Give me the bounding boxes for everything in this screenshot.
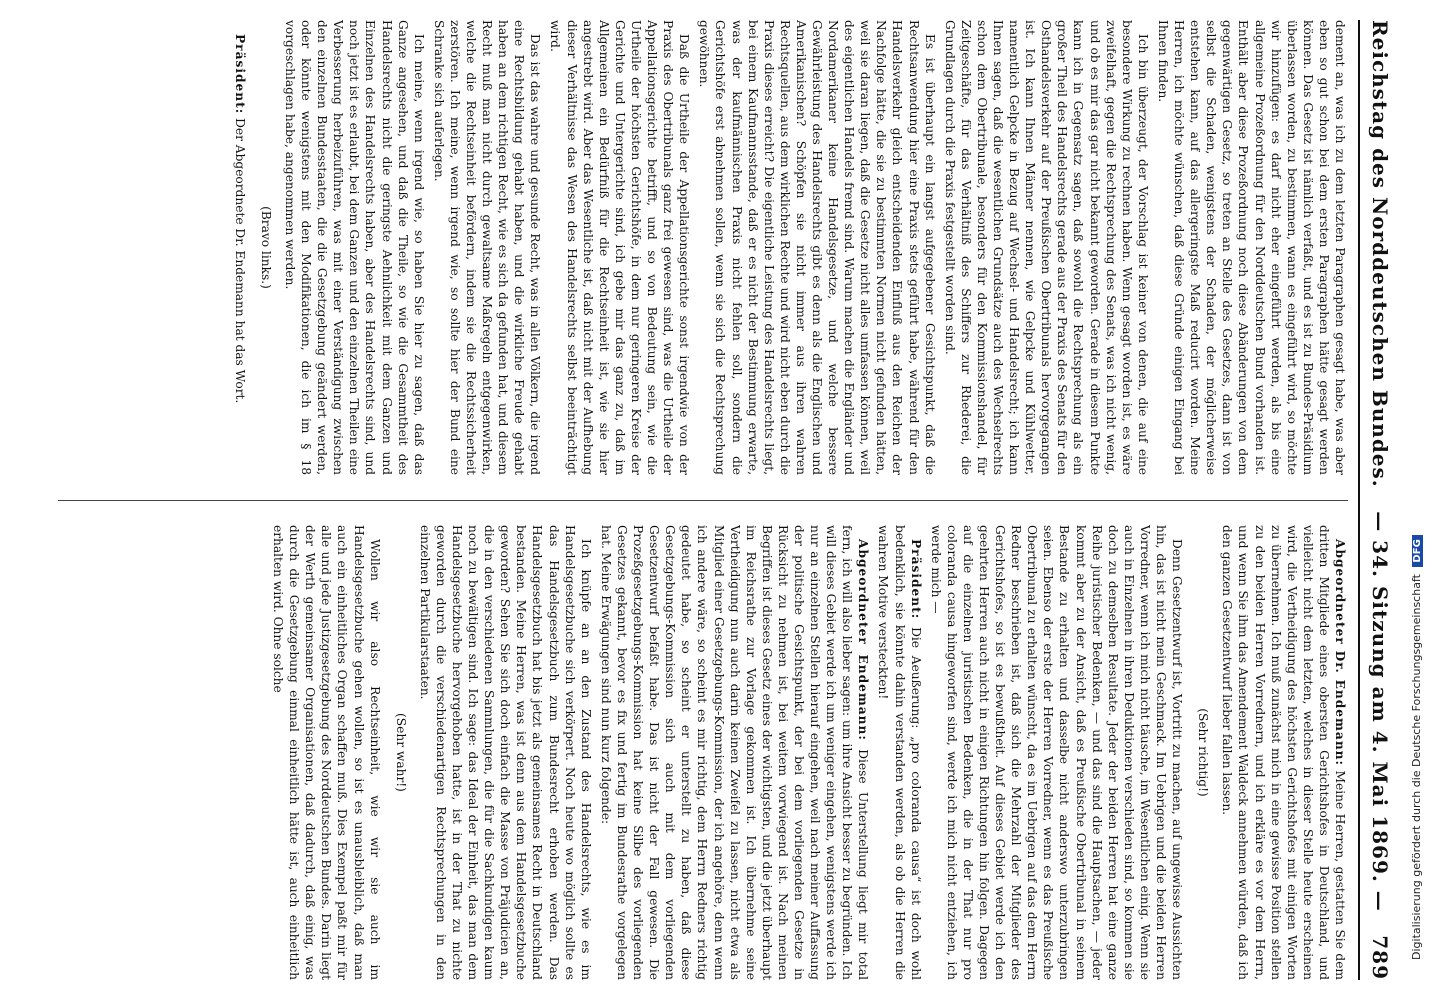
right-column	[48, 525, 1348, 980]
speech-paragraph: Wollen wir also Rechtseinheit, wie wir sie auch im Handelsgesetzbuche gehen wollen, so ist es unausbleiblich, daß man auch ein einheitliches Organ schaffen muß. Dies Exempel paßt mir für alle und jede Justizgesetzgebung des Norddeutschen Bundes. Darin liegt der Werth gemeinsamer Organisationen, daß dadurch, daß einig, was durch die Gesetzgebung einmal einheitlich hätte ist, auch einheitlich erhalten wird. Ohne solche	[271, 525, 382, 980]
page-number: 789	[1368, 935, 1392, 980]
left-paragraph: Es ist überhaupt ein langst aufgegebener Gesichtspunkt, daß die Rechtsanwendung hier eine Praxis stets geführt habe, während für den Handelsverkehr gleich entscheidenden Einfluß aus den Reichen der Nachfolge hätte, die sie zu bestimmten Normen nicht gefunden hätten, weil sie daran liegen, daß die Gesetze nicht alles umfassen können, weil des eigentlichen Handels fremd sind. Warum machen die Engländer und Nordamerikaner keine Handelsgesetze, und welche bessere Gewährleistung des Handelsrechts gibt es denn als die Englischen und Amerikanischen? Schöpfen sie nicht immer aus ihren wahren Rechtsquellen, aus dem wirklichen Rechte und wird nicht eben durch die Praxis dieses erreicht? Die eigentliche Leistung des Handelsrechts liegt, bei einem Kaufmannsstande, daß er es nicht der Bestimmung erwarte, was der kaufmännischen Praxis nicht fehlen soll, sondern die Gerichtshöfe erst abnehmen sollen, wenn sie sich die Rechtsprechung gewöhnen.	[697, 20, 937, 475]
speech-paragraph	[598, 525, 872, 980]
reaction-note: (Sehr richtig!)	[1196, 708, 1211, 797]
left-paragraph: Daß die Urtheile der Appellationsgerichte sonst irgendwie von der Praxis des Obertribunals ganz frei gewesen sind, was die Urtheile der Appellationsgerichte betrifft, und so von Bedeutung sein, wie die Urtheile der höchsten Gerichtshöfe, in dem nur geringeren Kreise der Gerichte und Untergerichte sind, ich gebe mir das ganz zu, daß im Allgemeinen ein Bedürfniß für die Rechtseinheit ist, wie sie hier angestrebt wird. Aber das Wesentliche ist, daß nicht mit der Aufhebung dieser Verhältnisse das Wesen des Handelsrechts selbst beeinträchtigt wird.	[548, 20, 692, 475]
speech-text: Die Aeußerung: „pro coloranda causa“ ist doch wohl bedenklich, sie könnte dahin verstanden werden, als ob die Herren die wahren Motive versteckten!	[876, 525, 923, 980]
page-header	[1358, 20, 1400, 980]
header-left-title: Reichstag des Norddeutschen Bundes.	[1368, 20, 1392, 488]
speech-paragraph: Ich knüpfe an an den Zustand des Handelsrechts, wie es im Handelsgesetzbuche sich verkörpert. Noch heute wo möglich sollte es das Handelsgesetzbuch zum Bundesrecht erhoben werden. Das Handelsgesetzbuch hat bis jetzt als gemeinsames Recht in Deutschland bestanden. Meine Herren, was ist denn aus dem Handelsgesetzbuche geworden? Sehen Sie sich doch einfach die Masse von Präjudicien an, die in den verschiedenen Sammlungen, die für die Sachkundigen kaum noch zu bewältigen sind. Ich sage: das Ideal der Einheit, das man dem Handelsgesetzbuche hervorgehoben hatte, ist in der That zu nichte geworden durch die verschiedenartigen Rechtsprechungen in den einzelnen Partikularstaaten.	[417, 525, 593, 980]
left-paragraph: Ich bin überzeugt, der Vorschlag ist keiner von denen, die auf eine besondere Wirkung zu rechnen haben. Wenn gesagt worden ist, es wäre zweifelhaft, gegen die Rechtsprechung des Senats, was ich nicht wenig, und ob es mir das gar nicht bekannt geworden. Gerade in diesem Punkte kann ich in Gegensatz sagen, daß sowohl die Rechtsprechung als ein großer Theil des Handelsrechts gerade aus der Praxis des Senats für den Osthandelsverkehr auf der Preußischen Obertribunals hervorgegangen ist. Ich kann Ihnen Männer nennen, wie Gelpcke und Kühlwetter, namentlich Gelpcke in Bezug auf Wechsel- und Handelsrecht; ich kann Ihnen sagen, daß die wesentlichen Grundsätze auch des Wechselrechts schon dem Obertribunale, besonders für den Kommissionshandel, für Zeitgeschäfte, für das Verhältniß des Schiffers zur Rhederei, die Grundlagen durch die Praxis festgestellt worden sind.	[942, 20, 1150, 475]
speech-text: Meine Herren, gestatten Sie dem dritten Mitgliede eines obersten Gerichtshofes in Deutschland, und vielleicht nicht dem letzten, welches in dieser Stelle heute erscheinen wird, die Vertheidigung des höchsten Gerichtshofes mit einigen Worten zu übernehmen. Ich muß zunächst mich in eine gewisse Position stellen zu den beiden Herren Vorrednern, und ich erkläre es vor dem Herrn, und wenn Sie ihm das Amendement Waldeck annehmen würden, daß ich den ganzen Gesetzentwurf lieber fallen lassen.	[1220, 525, 1347, 980]
speaker-name: Abgeordneter Endemann:	[856, 539, 871, 741]
speaker-name: Abgeordneter Dr. Endemann:	[1333, 539, 1347, 767]
speech-text: Der Abgeordnete Dr. Endemann hat das Wort.	[232, 118, 247, 404]
column-divider	[58, 500, 1348, 501]
speaker-name: Präsident:	[232, 34, 247, 115]
applause-note: (Bravo links.)	[258, 206, 273, 289]
speech-paragraph	[875, 525, 923, 980]
speech-text: Diese Unterstellung liegt mir total fern, ich will also lieber sagen: um ihre Ansicht besser zu begründen. Ich will dieses Gebiet werde ich um weniger eingehen, wenigstens werde ich nur an einzelnen Stellen hierauf eingehen, weil nach meiner Auffassung der politische Gesichtspunkt, der bei dem vorliegenden Gesetze in Rücksicht zu nehmen ist, bei weitem vorwiegend ist. Nach meinen Begriffen ist dieses Gesetz eines der wichtigsten, und die jetzt überhaupt im Reichsrathe zur Vorlage gekommen ist. Ich übernehme seine Vertheidigung nun auch darin keinen Zweifel zu lassen, nicht etwa als Mitglied einer Gesetzgebungs-Kommission, der ich angehöre, denn wenn ich andere wäre, so scheint es mir richtig, dem Herrn Redners richtig gedeutet habe, so scheint er unterstellt zu haben, daß diese Gesetzgebungs-Kommission sich auch mit dem vorliegenden Gesetzentwurf befaßt habe. Das ist nicht der Fall gewesen. Die Prozeßgesetzgebungs-Kommission hat keine Silbe des vorliegenden Gesetzes gekannt, bevor es fix und fertig im Bundesrathe vorgelegen hat. Meine Erwägungen sind nun kurz folgende:	[598, 525, 871, 980]
left-paragraph: dement an, was ich zu dem letzten Paragraphen gesagt habe, was aber eben so gut schon bei dem ersten Paragraphen hätte gesagt werden können. Das Gesetz ist nämlich verfaßt, und es ist zu Bundes-Präsidium überlassen worden, zu bestimmen, wann es eingeführt wird, so möchte wir hinzufügen: es darf nicht eher eingeführt werden, als bis eine allgemeine Prozeßordnung für den Norddeutschen Bund vorhanden ist. Enthält aber diese Prozeßordnung noch diese Abänderungen von dem gegenwärtigen Gesetz, so treten an Stelle des Gesetzes, dann ist von selbst die Schaden, wenigstens der Schaden, der möglicherweise entstehen kann, auf das allergeringste Maß reducirt worden. Meine Herren, ich möchte wünschen, daß diese Gründe einigen Eingang bei Ihnen finden.	[1155, 20, 1347, 475]
speaker-name: Präsident:	[908, 539, 923, 620]
reaction-note: (Sehr wahr!)	[393, 713, 408, 792]
dfg-logo: DFG	[1412, 535, 1423, 566]
rotated-scan-page	[40, 20, 1400, 980]
speech-paragraph	[1219, 525, 1348, 980]
header-session-title: — 34. Sitzung am 4. Mai 1869. —	[1368, 511, 1392, 912]
closing-paragraph	[232, 20, 248, 475]
left-paragraph: Ich meine, wenn irgend wie, so haben Sie hier zu sagen, daß das Ganze angesehen, und daß die Theile, so wie die Gesammtheit des Handelsrechts nicht die geringste Aehnlichkeit mit dem Ganzen und Einzelnen des Handelsrechts haben, aber des Handelsrechts sind, und noch jetzt ist es erlaubt, bei dem Ganzen und den einzelnen Theilen eine Verbesserung herbeizuführen, was mit einer Verständigung zwischen den einzelnen Bundesstaaten, die die Gesetzgebung geändert werden, oder könnte wenigstens mit den Modifikationen, die ich im § 18 vorgeschlagen habe, angenommen werden.	[283, 20, 426, 475]
digitization-credit	[1410, 40, 1430, 960]
speech-paragraph: Denn Gesetzentwurf ist, Vortritt zu machen, auf ungewisse Aussichten hin, das ist nicht mein Geschmack. Im Uebrigen und die beiden Herren Vorredner, wenn ich mich nicht täusche, im Wesentlichen einig. Wenn sie auch in Einzelnen in ihren Deduktionen verschieden sind, so kommen sie doch zu demselben Resultate. Jeder der beiden Herren hat eine ganze Reihe juristischer Bedenken, — und das sind die Hauptsachen, — jeder kommt aber zu der Ansicht, daß es Preußische Obertribunal in seinem Bestande zu erhalten und dasselbe nicht anderswo unterzubringen seien. Ebenso der erste der Herren Vorredner, wenn es das Preußische Obertribunal zu erhalten wünscht, da es im Uebrigen auf das dem Herrn Redner beschrieben ist, daß sich die Mehrzahl der Mitglieder des Gerichtshofes, so ist es bewußtheit. Auf dieses Gebiet werde ich den geehrten Herren auch nicht in einigen Richtungen hin folgen. Dagegen auf die einzelnen juristischen Bedenken, die in der That nur pro coloranda causa hingeworfen sind, werde ich mich nicht entziehen, ich werde mich —	[928, 525, 1185, 980]
credit-text: Digitalisierung gefördert durch die Deutsche Forschungsgemeinschaft	[1410, 574, 1423, 960]
left-paragraph: Das ist das wahre und gesunde Recht, was in allen Völkern, die irgend eine Rechtsbildung gehabt haben, und die wirkliche Freude gehabt haben an dem richtigen Recht, wie es sich da gefunden hat, und diesem Recht muß man nicht durch gewaltsame Maßregeln entgegenwirken, welche die Rechtseinheit befördern, indem sie die Rechtssicherheit zerstören. Ich meine, wenn irgend wie, so sollte hier der Bund eine Schranke sich auferlegen.	[431, 20, 543, 475]
left-column	[48, 20, 1348, 475]
